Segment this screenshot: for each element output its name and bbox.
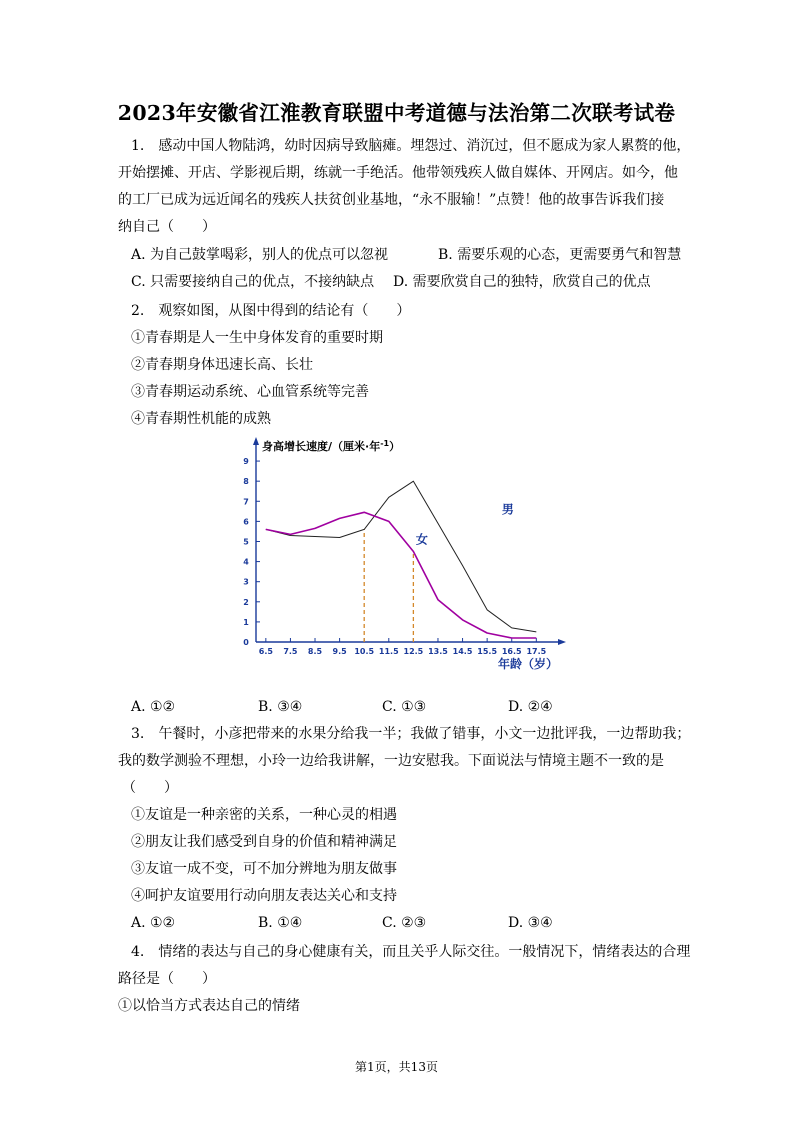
q3-option-d: D. ③④ [508,915,553,931]
y-axis-label: 身高增长速度/（厘米·年$^{-1}$） [262,439,401,453]
q1-line-1: 1. 感动中国人物陆鸿，幼时因病导致脑瘫。埋怨过、消沉过，但不愿成为家人累赘的他， [131,138,691,154]
y-tick-label: 0 [243,638,249,647]
y-tick-label: 7 [243,497,249,507]
x-tick-label: 12.5 [403,647,424,656]
q2-item-3: ③青春期运动系统、心血管系统等完善 [131,384,369,400]
x-tick-label: 9.5 [332,647,347,656]
q1-option-a: A. 为自己鼓掌喝彩，别人的优点可以忽视 [131,247,389,263]
x-tick-label: 16.5 [501,647,522,656]
q2-item-1: ①青春期是人一生中身体发育的重要时期 [131,330,383,346]
series-label-male: 男 [501,502,514,517]
q3-option-c: C. ②③ [382,915,427,931]
series-line-male [266,481,537,632]
x-tick-label: 15.5 [477,647,498,656]
q2-option-b: B. ③④ [258,699,303,715]
x-tick-label: 17.5 [526,647,547,656]
y-tick-label: 1 [243,617,249,627]
x-tick-label: 13.5 [428,647,448,656]
y-tick-label: 5 [243,537,249,547]
page-footer: 第1页，共13页 [355,1060,438,1074]
q2-item-4: ④青春期性机能的成熟 [131,411,271,427]
x-tick-label: 11.5 [378,647,399,656]
q2-option-d: D. ②④ [508,699,553,715]
q3-item-1: ①友谊是一种亲密的关系，一种心灵的相遇 [131,807,397,823]
x-tick-label: 10.5 [354,647,375,656]
height-growth-chart [228,432,568,678]
q3-line-1: 3. 午餐时，小彦把带来的水果分给我一半；我做了错事，小文一边批评我，一边帮助我； [131,726,691,742]
q3-item-4: ④呵护友谊要用行动向朋友表达关心和支持 [131,888,397,904]
y-tick-label: 8 [243,477,249,487]
q1-line-4: 纳自己（ ） [118,219,216,235]
y-tick-label: 6 [243,517,249,527]
y-tick-label: 3 [243,577,249,587]
q3-option-a: A. ①② [131,915,176,931]
q3-line-2: 我的数学测验不理想，小玲一边给我讲解，一边安慰我。下面说法与情境主题不一致的是 [118,753,664,769]
series-line-female [266,512,537,638]
q2-stem: 2. 观察如图，从图中得到的结论有（ ） [131,303,411,319]
q1-option-d: D. 需要欣赏自己的独特，欣赏自己的优点 [393,274,651,290]
x-tick-label: 8.5 [307,647,323,656]
y-axis-arrow [253,437,259,445]
q4-line-1: 4. 情绪的表达与自己的身心健康有关，而且关乎人际交往。一般情况下，情绪表达的合理 [131,944,691,960]
x-tick-label: 6.5 [258,647,273,656]
x-tick-label: 14.5 [452,647,473,656]
q4-line-2: 路径是（ ） [118,971,216,987]
y-tick-label: 2 [243,597,249,607]
x-axis-arrow [558,639,566,645]
q2-option-a: A. ①② [131,699,176,715]
q3-option-b: B. ①④ [258,915,303,931]
q3-line-3: （ ） [122,780,178,796]
q3-item-2: ②朋友让我们感受到自身的价值和精神满足 [131,834,397,850]
q2-option-c: C. ①③ [382,699,427,715]
q1-option-c: C. 只需要接纳自己的优点，不接纳缺点 [131,274,375,290]
x-axis-label: 年龄（岁） [498,657,559,671]
series-label-female: 女 [415,532,428,547]
q2-item-2: ②青春期身体迅速长高、长壮 [131,357,313,373]
q3-item-3: ③友谊一成不变，可不加分辨地为朋友做事 [131,861,397,877]
x-tick-label: 7.5 [283,647,298,656]
q1-line-3: 的工厂已成为远近闻名的残疾人扶贫创业基地，“永不服输！”点赞！他的故事告诉我们接 [118,192,665,208]
q1-option-b: B. 需要乐观的心态，更需要勇气和智慧 [438,247,682,263]
y-tick-label: 4 [243,557,249,567]
y-tick-label: 9 [243,457,249,467]
q1-line-2: 开始摆摊、开店、学影视后期，练就一手绝活。他带领残疾人做自媒体、开网店。如今，他 [118,165,678,181]
q4-item-1: ①以恰当方式表达自己的情绪 [118,998,300,1014]
page-title: 2023年安徽省江淮教育联盟中考道德与法治第二次联考试卷 [117,101,676,125]
